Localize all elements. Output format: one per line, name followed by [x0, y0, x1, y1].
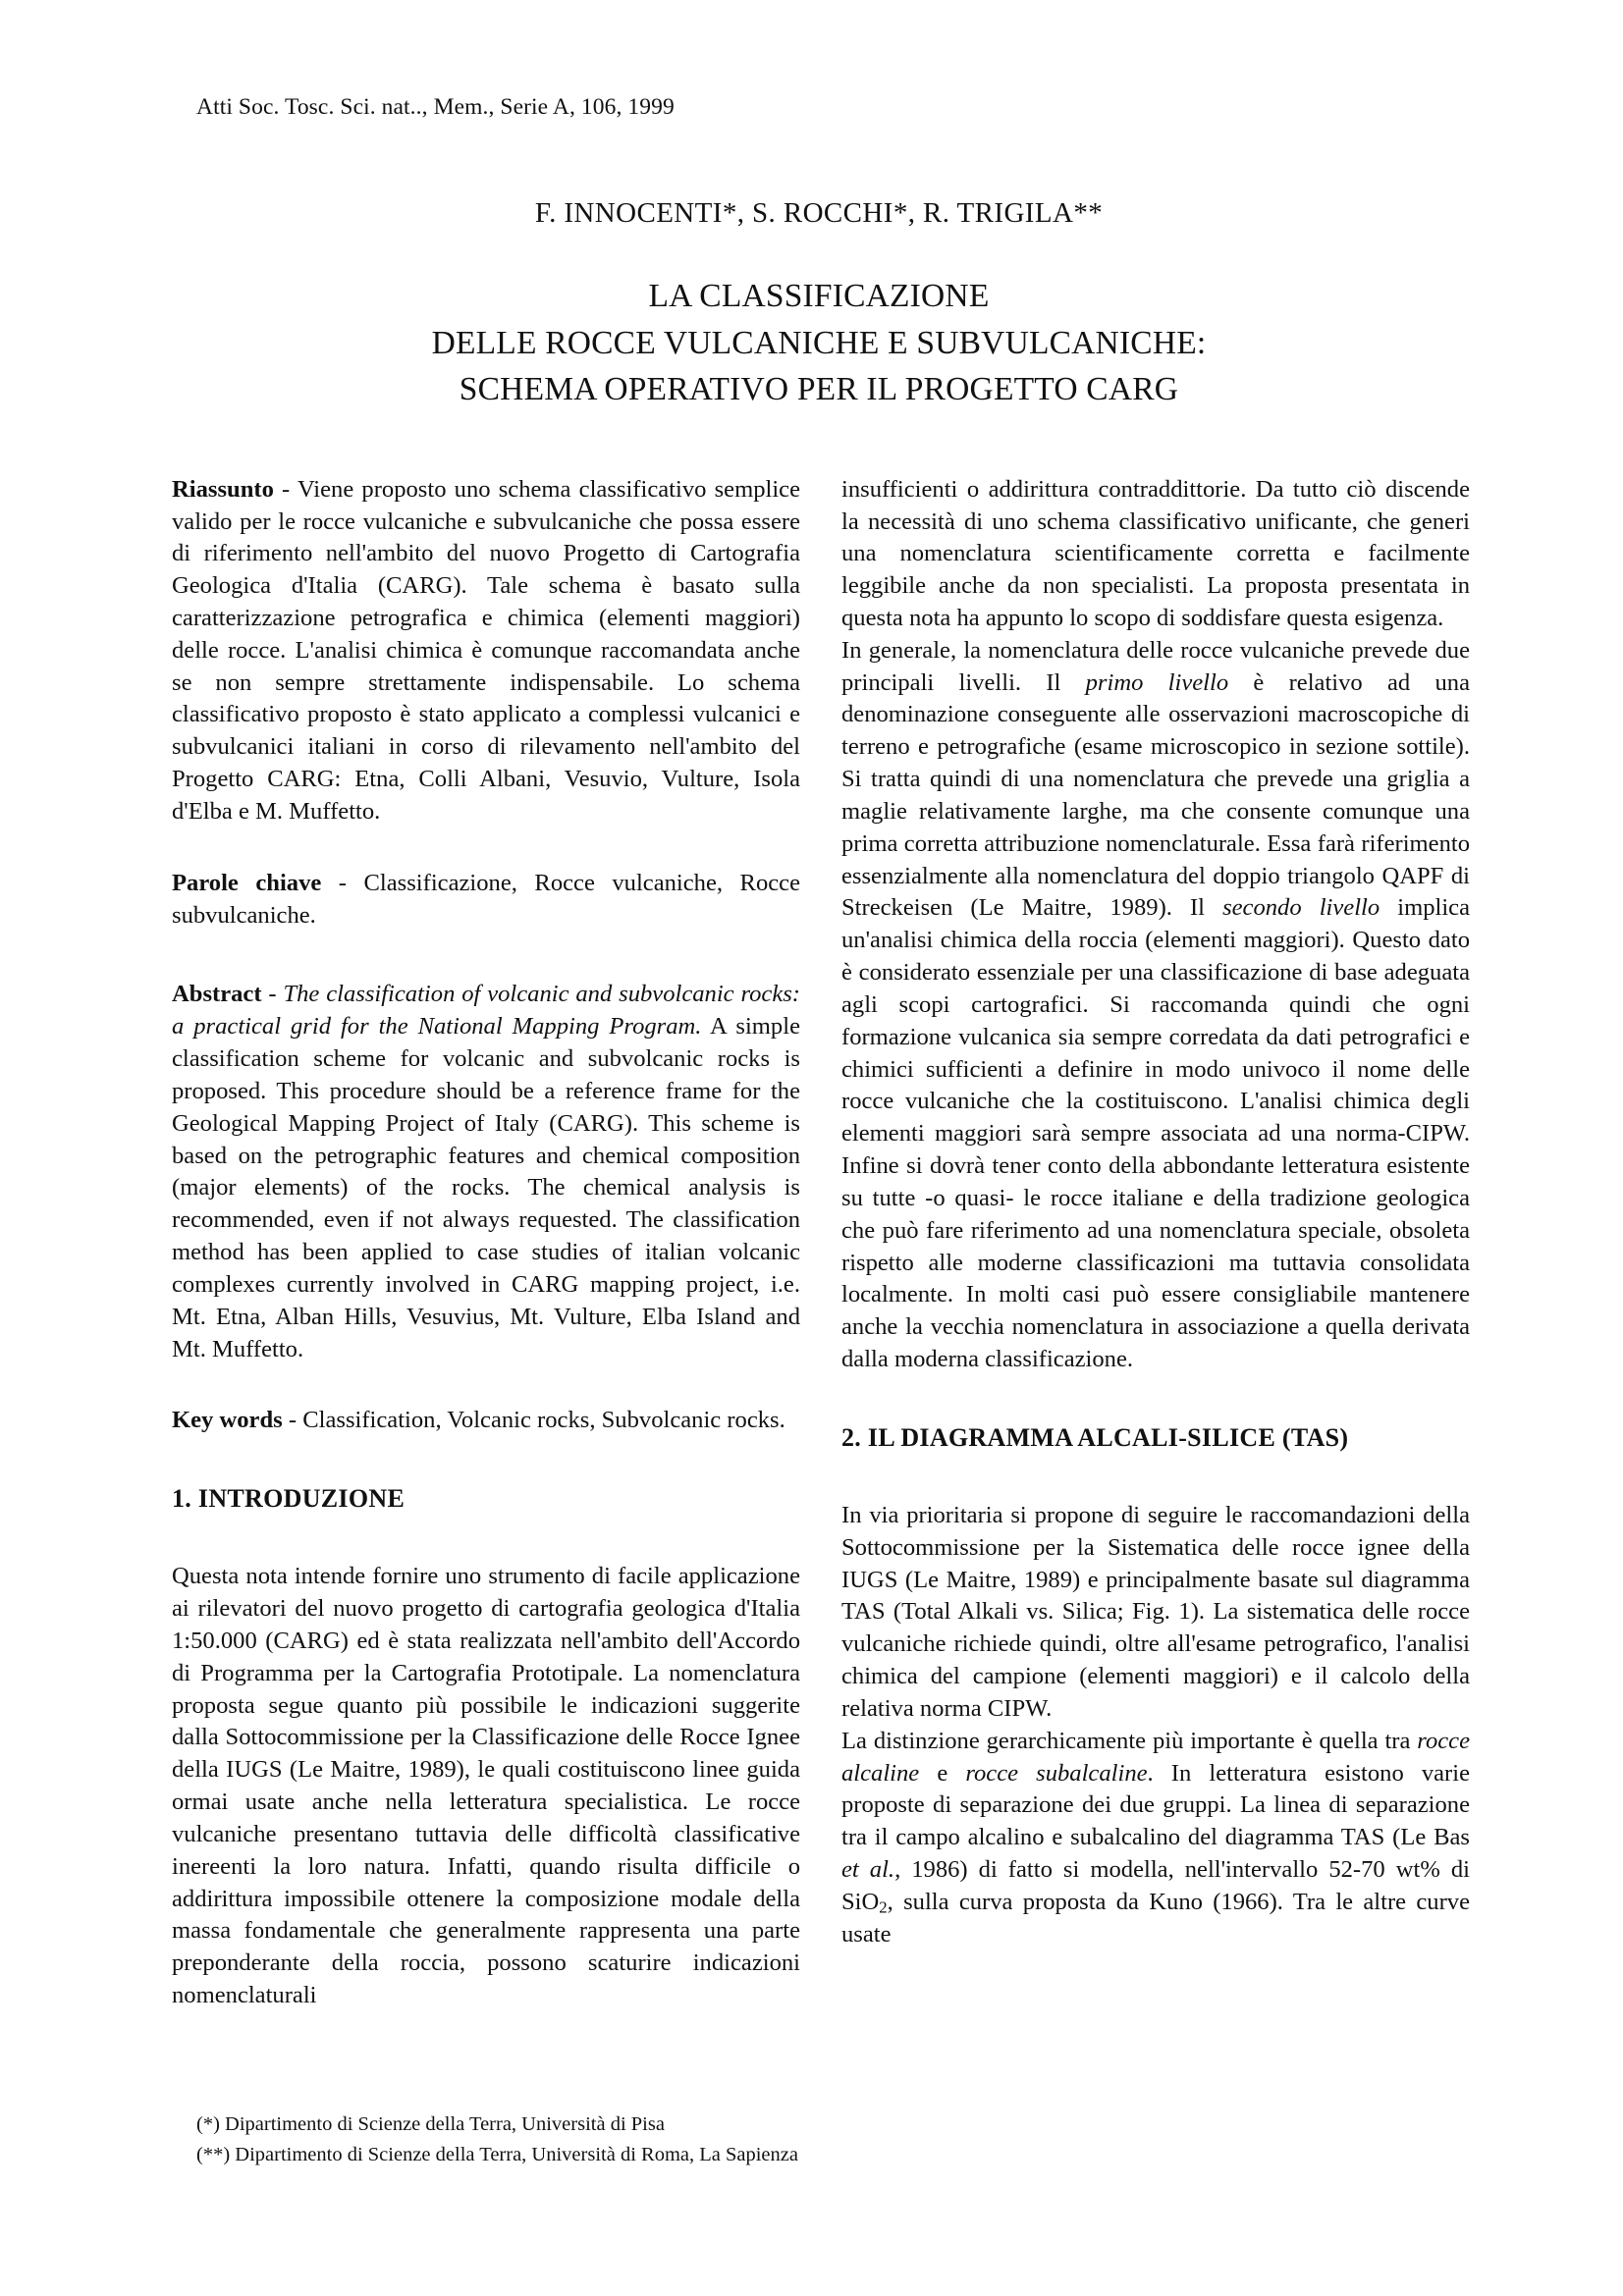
paper-title: [172, 273, 1466, 413]
para4-part-e: , sulla curva proposta da Kuno (1966). Tra le altre curve usate: [841, 1888, 1470, 1948]
parole-chiave-label: Parole chiave: [172, 869, 322, 896]
para2-part-c: implica un'analisi chimica della roccia (elementi maggiori). Questo dato è considerato essenziale per una classificazione di base adeguata agli scopi cartografici. Si raccomanda quindi che ogni formazione vulcanica sia sempre corredata da dati petrografici e chimici sufficienti a definire in modo univoco il nome delle rocce vulcaniche che la costituiscono. L'analisi chimica degli elementi maggiori sarà sempre associata ad una norma-CIPW. Infine si dovrà tener conto della abbondante letteratura esistente su tutte -o quasi- le rocce italiane e della tradizione geologica che può fare riferimento ad una nomenclatura speciale, obsoleta rispetto alle moderne classificazioni ma tuttavia consolidata localmente. In molti casi può essere consigliabile mantenere anche la vecchia nomenclatura in associazione a quella derivata dalla moderna classificazione.: [841, 894, 1471, 1373]
introduzione-body: Questa nota intende fornire uno strumento di facile applicazione ai rilevatori del nuovo progetto di cartografia geologica d'Italia 1:50.000 (CARG) ed è stata realizzata nell'ambito dell'Accordo di Programma per la Cartografia Prototipale. La nomenclatura proposta segue quanto più possibile le indicazioni suggerite dalla Sottocommissione per la Classificazione delle Rocce Ignee della IUGS (Le Maitre, 1989), le quali costituiscono linee guida ormai usate anche nella letteratura specialistica. Le rocce vulcaniche presentano tuttavia delle difficoltà classificative inereenti la loro natura. Infatti, quando risulta difficile o addirittura impossibile ottenere la composizione modale della massa fondamentale che generalmente rappresenta una parte preponderante della roccia, possono scaturire indicazioni nomenclaturali: [172, 1563, 800, 2008]
key-words-label: Key words: [172, 1407, 283, 1434]
parole-chiave-text: Classificazione, Rocce vulcaniche, Rocce subvulcaniche.: [172, 869, 800, 929]
para4-part-d: , 1986) di fatto si modella, nell'intervallo 52-70 wt% di SiO: [841, 1855, 1470, 1915]
abstract-paragraph: [172, 979, 800, 1365]
para4-part-b: e: [919, 1759, 966, 1787]
parole-chiave-dash: -: [321, 869, 364, 896]
journal-header: Atti Soc. Tosc. Sci. nat.., Mem., Serie A, 106, 1999: [196, 94, 675, 120]
para2-italic-primo-livello: primo livello: [1085, 668, 1229, 696]
para4-italic-rocce-alcaline: rocce alcaline: [841, 1727, 1470, 1787]
riassunto-text: Viene proposto uno schema classificativo semplice valido per le rocce vulcaniche e subvulcaniche che possa essere di riferimento nell'ambito del nuovo Progetto di Cartografia Geologica d'Italia (CARG). Tale schema è basato sulla caratterizzazione petrografica e chimica (elementi maggiori) delle rocce. L'analisi chimica è comunque raccomandata anche se non sempre strettamente indispensabile. Lo schema classificativo proposto è stato applicato a complessi vulcanici e subvulcanici italiani in corso di rilevamento nell'ambito del Progetto CARG: Etna, Colli Albani, Vesuvio, Vulture, Isola d'Elba e M. Muffetto.: [172, 475, 800, 825]
key-words-dash: -: [282, 1407, 303, 1434]
key-words-text: Classification, Volcanic rocks, Subvolcanic rocks.: [302, 1407, 785, 1434]
title-line-1: LA CLASSIFICAZIONE: [648, 278, 990, 314]
parole-chiave-paragraph: [172, 868, 800, 933]
key-words-paragraph: [172, 1405, 800, 1437]
section-title: INTRODUZIONE: [197, 1484, 406, 1514]
spacer: [172, 1514, 800, 1561]
section-title: IL DIAGRAMMA ALCALI-SILICE (TAS): [867, 1422, 1349, 1452]
right-paragraph-4: [841, 1726, 1470, 1951]
para4-part-a: La distinzione gerarchicamente più importante è quella tra: [841, 1727, 1418, 1754]
abstract-text: A simple classification scheme for volcanic and subvolcanic rocks is proposed. This procedure should be a reference frame for the Geological Mapping Project of Italy (CARG). This scheme is based on the petrographic features and chemical composition (major elements) of the rocks. The chemical analysis is recommended, even if not always requested. The classification method has been applied to case studies of italian volcanic complexes currently involved in CARG mapping project, i.e. Mt. Etna, Alban Hills, Vesuvius, Mt. Vulture, Elba Island and Mt. Muffetto.: [172, 1013, 800, 1362]
para4-italic-et-al: et al.: [841, 1855, 895, 1883]
footnotes: [196, 2109, 798, 2170]
riassunto-label: Riassunto: [172, 475, 274, 503]
spacer: [841, 1453, 1470, 1500]
spacer: [172, 828, 800, 868]
section-heading-tas: [841, 1423, 1470, 1453]
para4-italic-rocce-subalcaline: rocce subalcaline: [965, 1759, 1148, 1787]
section-number: 2.: [841, 1422, 868, 1452]
footnote-affiliation-1: (*) Dipartimento di Scienze della Terra, Università di Pisa: [196, 2112, 665, 2135]
title-line-2: DELLE ROCCE VULCANICHE E SUBVULCANICHE:: [431, 324, 1207, 361]
right-paragraph-1: insufficienti o addirittura contraddittorie. Da tutto ciò discende la necessità di uno schema classificativo unificante, che generi una nomenclatura scientificamente corretta e facilmente leggibile anche da non specialisti. La proposta presentata in questa nota ha appunto lo scopo di soddisfare questa esigenza.: [841, 475, 1470, 631]
title-line-3: SCHEMA OPERATIVO PER IL PROGETTO CARG: [459, 371, 1179, 408]
para2-part-b: è relativo ad una denominazione conseguente alle osservazioni macroscopiche di terreno e petrografiche (esame microscopico in sezione sottile). Si tratta quindi di una nomenclatura che prevede una griglia a maglie relativamente larghe, ma che consente comunque una prima corretta attribuzione nomenclaturale. Essa farà riferimento essenzialmente alla nomenclatura del doppio triangolo QAPF di Streckeisen (Le Maitre, 1989). Il: [841, 668, 1470, 922]
section-number: 1.: [172, 1484, 198, 1514]
abstract-italic-title: The classification of volcanic and subvolcanic rocks: a practical grid for the National Mapping Program.: [172, 981, 800, 1041]
para2-part-a: In generale, la nomenclatura delle rocce vulcaniche prevede due principali livelli. Il: [841, 636, 1470, 696]
abstract-label: Abstract: [172, 981, 262, 1008]
footnote-affiliation-2: (**) Dipartimento di Scienze della Terra, Università di Roma, La Sapienza: [196, 2143, 798, 2165]
left-column: [172, 474, 800, 2012]
spacer: [172, 1365, 800, 1405]
section-heading-introduzione: [172, 1484, 800, 1514]
two-column-body: [172, 474, 1471, 2012]
riassunto-dash: -: [273, 475, 298, 503]
abstract-dash: -: [261, 981, 284, 1008]
right-paragraph-3: In via prioritaria si propone di seguire le raccomandazioni della Sottocommissione per la Sistematica delle rocce ignee della IUGS (Le Maitre, 1989) e principalmente basate sul diagramma TAS (Total Alkali vs. Silica; Fig. 1). La sistematica delle rocce vulcaniche richiede quindi, oltre all'esame petrografico, l'analisi chimica del campione (elementi maggiori) e il calcolo della relativa norma CIPW.: [841, 1501, 1470, 1722]
right-paragraph-2: [841, 635, 1470, 1376]
right-column: [841, 474, 1470, 2012]
para4-part-c: . In letteratura esistono varie proposte di separazione dei due gruppi. La linea di separazione tra il campo alcalino e subalcalino del diagramma TAS (Le Bas: [841, 1759, 1470, 1851]
sio2-subscript: 2: [879, 1897, 888, 1917]
spacer: [172, 1437, 800, 1484]
author-line: F. INNOCENTI*, S. ROCCHI*, R. TRIGILA**: [534, 197, 1104, 229]
para2-italic-secondo-livello: secondo livello: [1222, 894, 1380, 922]
spacer: [841, 1376, 1470, 1423]
riassunto-paragraph: [172, 474, 800, 828]
spacer: [172, 932, 800, 979]
